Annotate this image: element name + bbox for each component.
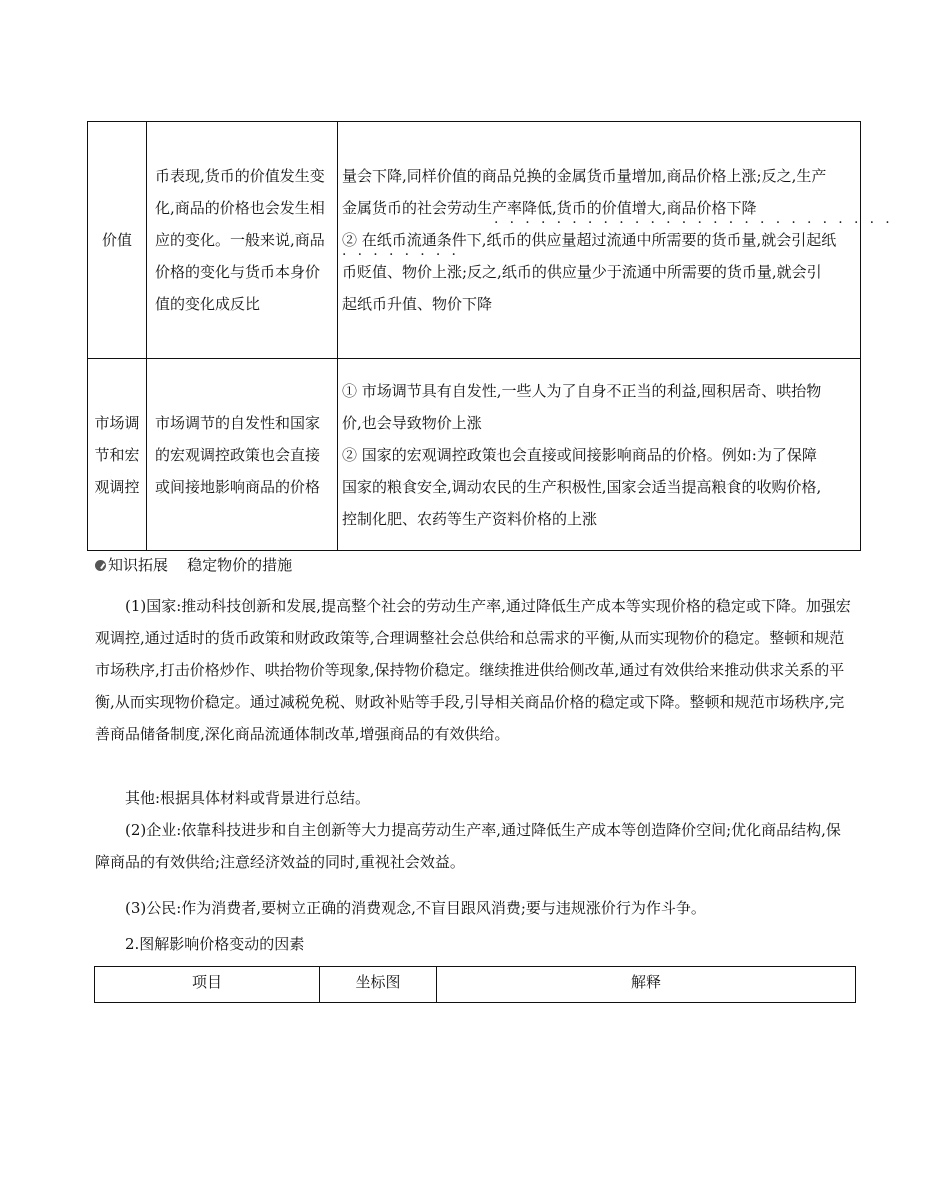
detail-line: ② 国家的宏观调控政策也会直接或间接影响商品的价格。例如:为了保障: [342, 445, 817, 464]
summary-text: 币表现,货币的价值发生变化,商品的价格也会发生相应的变化。一般来说,商品价格的变化与货币本身价值的变化成反比: [155, 167, 325, 313]
detail-line: 控制化肥、农药等生产资料价格的上涨: [342, 509, 598, 528]
knowledge-title: 知识拓展: [108, 556, 169, 574]
summary-text: 市场调节的自发性和国家的宏观调控政策也会直接或间接地影响商品的价格: [155, 413, 321, 496]
section-heading: 2.图解影响价格变动的因素: [125, 935, 305, 953]
column-header: 解释: [437, 967, 856, 1003]
paragraph-other: 其他:根据具体材料或背景进行总结。: [125, 789, 371, 807]
detail-line: ② 在纸币流通条件下,纸币的供应量超过流通中所需要的货币量,就会引起纸: [342, 231, 837, 249]
table-header-row: [95, 967, 856, 1003]
paragraph-enterprise: (2)企业:依靠科技进步和自主创新等大力提高劳动生产率,通过降低生产成本等创造降价空间;优化商品结构,保障商品的有效供给;注意经济效益的同时,重视社会效益。: [95, 821, 841, 871]
detail-cell: [338, 122, 901, 359]
factor-cell: [88, 359, 147, 551]
diagram-factors-table: [94, 966, 856, 1003]
detail-line: 金属货币的社会劳动生产率降低,货币的价值增大,商品价格下降: [342, 199, 757, 217]
emphasis-dots-decoration: ··························: [494, 215, 901, 231]
factor-cell: [88, 122, 147, 359]
table-row: [88, 359, 861, 551]
detail-line: 价,也会导致物价上涨: [342, 413, 482, 432]
detail-line: 起纸币升值、物价下降: [342, 295, 493, 313]
knowledge-heading: [95, 553, 292, 577]
paragraph-citizen: (3)公民:作为消费者,要树立正确的消费观念,不盲目跟风消费;要与违规涨价行为作斗争。: [125, 899, 706, 917]
check-circle-icon: [95, 560, 106, 571]
summary-cell: [147, 359, 338, 551]
price-factors-table: [87, 121, 901, 551]
column-header: 项目: [95, 967, 320, 1003]
detail-cell: [338, 359, 861, 551]
detail-line: 币贬值、物价上涨;反之,纸币的供应量少于流通中所需要的货币量,就会引: [342, 263, 822, 281]
factor-label: 市场调节和宏观调控: [94, 413, 140, 496]
detail-line: ① 市场调节具有自发性,一些人为了自身不正当的利益,囤积居奇、哄抬物: [342, 381, 822, 400]
table-row: [88, 122, 861, 359]
detail-line: 量会下降,同样价值的商品兑换的金属货币量增加,商品价格上涨;反之,生产: [342, 167, 827, 185]
emphasis-dots-decoration: ········: [342, 247, 468, 263]
factor-label: 价值: [101, 231, 132, 249]
paragraph-national: (1)国家:推动科技创新和发展,提高整个社会的劳动生产率,通过降低生产成本等实现价格的稳定或下降。加强宏观调控,通过适时的货币政策和财政政策等,合理调整社会总供给和总需求的平衡,从而实现物价的稳定。整顿和规范市场秩序,打击价格炒作、哄抬物价等现象,保持物价稳定。继续推进供给侧改革,通过有效供给来推动供求关系的平衡,从而实现物价稳定。通过减税免税、财政补贴等手段,引导相关商品价格的稳定或下降。整顿和规范市场秩序,完善商品储备制度,深化商品流通体制改革,增强商品的有效供给。: [95, 597, 851, 743]
detail-line: 国家的粮食安全,调动农民的生产积极性,国家会适当提高粮食的收购价格,: [342, 477, 822, 496]
summary-cell: [147, 122, 338, 359]
column-header: 坐标图: [320, 967, 437, 1003]
knowledge-subtitle: 稳定物价的措施: [187, 556, 293, 574]
